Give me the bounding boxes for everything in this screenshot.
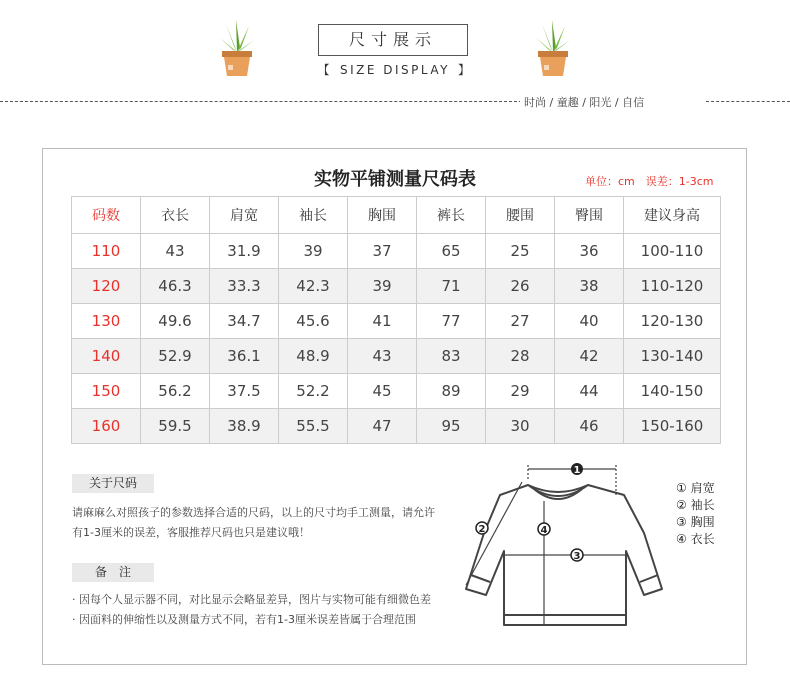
cell: 55.5 [279,409,348,444]
cell-size: 140 [72,339,141,374]
cell: 46 [555,409,624,444]
header-height: 建议身高 [624,197,721,234]
marker-2-label: 2 [478,524,486,535]
cell: 25 [486,234,555,269]
cell: 46.3 [141,269,210,304]
cell: 71 [417,269,486,304]
cell: 110-120 [624,269,721,304]
cell: 89 [417,374,486,409]
cell: 31.9 [210,234,279,269]
header-waist: 腰围 [486,197,555,234]
cell: 36.1 [210,339,279,374]
cell: 26 [486,269,555,304]
marker-3-label: 3 [573,551,581,562]
about-size-heading: 关于尺码 [72,474,154,493]
size-table [71,196,721,444]
cell: 48.9 [279,339,348,374]
cell: 39 [348,269,417,304]
garment-measurement-diagram [440,455,700,635]
legend-shoulder: ① 肩宽 [676,481,715,495]
cell: 43 [141,234,210,269]
cell: 34.7 [210,304,279,339]
cell-size: 130 [72,304,141,339]
unit-note: 单位：cm 误差：1-3cm [585,175,714,188]
cell: 29 [486,374,555,409]
cell: 59.5 [141,409,210,444]
cell: 120-130 [624,304,721,339]
potted-plant-right-icon [532,18,574,78]
cell: 100-110 [624,234,721,269]
cell: 44 [555,374,624,409]
cell: 52.2 [279,374,348,409]
cell: 45 [348,374,417,409]
header-size: 码数 [72,197,141,234]
table-row [72,339,721,374]
cell: 83 [417,339,486,374]
header-pants-length: 裤长 [417,197,486,234]
cell: 38.9 [210,409,279,444]
cell-size: 110 [72,234,141,269]
subtitle-bracket-left: 【 [317,63,332,77]
table-header-row [72,197,721,234]
legend-sleeve: ② 袖长 [676,498,715,512]
cell-size: 150 [72,374,141,409]
cell: 52.9 [141,339,210,374]
size-table-title: 实物平铺测量尺码表 [314,169,476,190]
header-hip: 臀围 [555,197,624,234]
divider-left [0,101,522,102]
cell: 43 [348,339,417,374]
cell: 30 [486,409,555,444]
notes-text [72,590,472,630]
cell: 95 [417,409,486,444]
table-row [72,374,721,409]
subtitle-text: SIZE DISPLAY [340,63,450,77]
legend-length: ④ 衣长 [676,532,715,546]
cell: 40 [555,304,624,339]
potted-plant-left-icon [216,18,258,78]
cell: 47 [348,409,417,444]
marker-1-label: 1 [573,465,581,476]
table-row [72,304,721,339]
cell: 42 [555,339,624,374]
cell: 28 [486,339,555,374]
measurement-legend [676,480,715,548]
cell: 65 [417,234,486,269]
subtitle-bracket-right: 】 [457,63,473,77]
cell-size: 120 [72,269,141,304]
cell-size: 160 [72,409,141,444]
header-sleeve: 袖长 [279,197,348,234]
cell: 49.6 [141,304,210,339]
legend-chest: ③ 胸围 [676,515,715,529]
cell: 37.5 [210,374,279,409]
notes-line-2: · 因面料的伸缩性以及测量方式不同，若有1-3厘米误差皆属于合理范围 [72,613,416,626]
cell: 56.2 [141,374,210,409]
table-row [72,269,721,304]
cell: 45.6 [279,304,348,339]
cell: 36 [555,234,624,269]
cell: 37 [348,234,417,269]
cell: 130-140 [624,339,721,374]
divider-right [706,101,790,102]
cell: 150-160 [624,409,721,444]
notes-heading: 备 注 [72,563,154,582]
header-shoulder: 肩宽 [210,197,279,234]
marker-4-label: 4 [540,525,548,536]
about-line-2: 有1-3厘米的误差，客服推荐尺码也只是建议哦！ [72,526,310,539]
table-row [72,409,721,444]
brand-tagline: 时尚 / 童趣 / 阳光 / 自信 [520,94,648,110]
cell: 27 [486,304,555,339]
cell: 33.3 [210,269,279,304]
cell: 41 [348,304,417,339]
about-size-text [72,503,472,543]
header-length: 衣长 [141,197,210,234]
header-chest: 胸围 [348,197,417,234]
table-row [72,234,721,269]
cell: 39 [279,234,348,269]
cell: 140-150 [624,374,721,409]
cell: 77 [417,304,486,339]
notes-line-1: · 因每个人显示器不同，对比显示会略显差异，图片与实物可能有细微色差 [72,593,431,606]
cell: 42.3 [279,269,348,304]
page-subtitle [300,61,490,78]
about-line-1: 请麻麻么对照孩子的参数选择合适的尺码，以上的尺寸均手工测量，请允许 [72,506,435,519]
cell: 38 [555,269,624,304]
page-title: 尺寸展示 [318,24,468,56]
